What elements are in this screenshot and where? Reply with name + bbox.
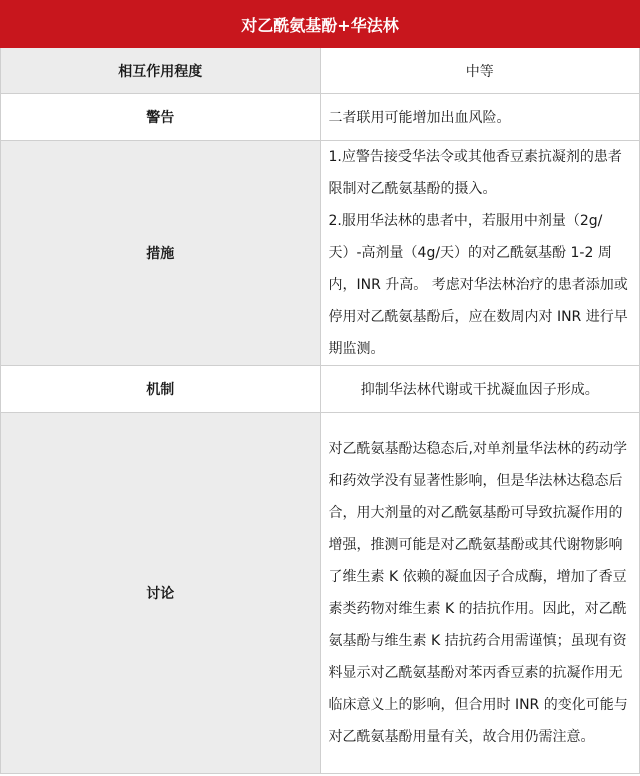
measures-paragraph-2: 2.服用华法林的患者中，若服用中剂量（2g/天）-高剂量（4g/天）的对乙酰氨基酚 1-2 周内，INR 升高。 考虑对华法林治疗的患者添加或停用对乙酰氨基酚后，应在数周内对 INR 进行早期监测。	[328, 213, 628, 357]
table-title: 对乙酰氨基酚+华法林	[1, 1, 640, 48]
interaction-level-row	[1, 48, 640, 94]
measures-value	[320, 141, 640, 366]
mechanism-row	[1, 366, 640, 413]
warning-row	[1, 94, 640, 141]
measures-paragraph-1: 1.应警告接受华法令或其他香豆素抗凝剂的患者限制对乙酰氨基酚的摄入。	[328, 149, 622, 197]
discussion-label: 讨论	[1, 413, 321, 774]
mechanism-label: 机制	[1, 366, 321, 413]
warning-value: 二者联用可能增加出血风险。	[320, 94, 640, 141]
title-row	[1, 1, 640, 48]
interaction-level-value: 中等	[320, 48, 640, 94]
measures-row	[1, 141, 640, 366]
discussion-text: 对乙酰氨基酚达稳态后,对单剂量华法林的药动学和药效学没有显著性影响，但是华法林达稳态后合，用大剂量的对乙酰氨基酚可导致抗凝作用的增强，推测可能是对乙酰氨基酚或其代谢物影响了维生素 K 依赖的凝血因子合成酶，增加了香豆素类药物对维生素 K 的拮抗作用。因此，对乙酰氨基酚与维生素 K 拮抗药合用需谨慎；虽现有资料显示对乙酰氨基酚对苯丙香豆素的抗凝作用无临床意义上的影响，但合用时 INR 的变化可能与对乙酰氨基酚用量有关，故合用仍需注意。	[328, 441, 628, 745]
discussion-value	[320, 413, 640, 774]
discussion-row	[1, 413, 640, 774]
interaction-level-label: 相互作用程度	[1, 48, 321, 94]
mechanism-value: 抑制华法林代谢或干扰凝血因子形成。	[320, 366, 640, 413]
measures-label: 措施	[1, 141, 321, 366]
warning-label: 警告	[1, 94, 321, 141]
